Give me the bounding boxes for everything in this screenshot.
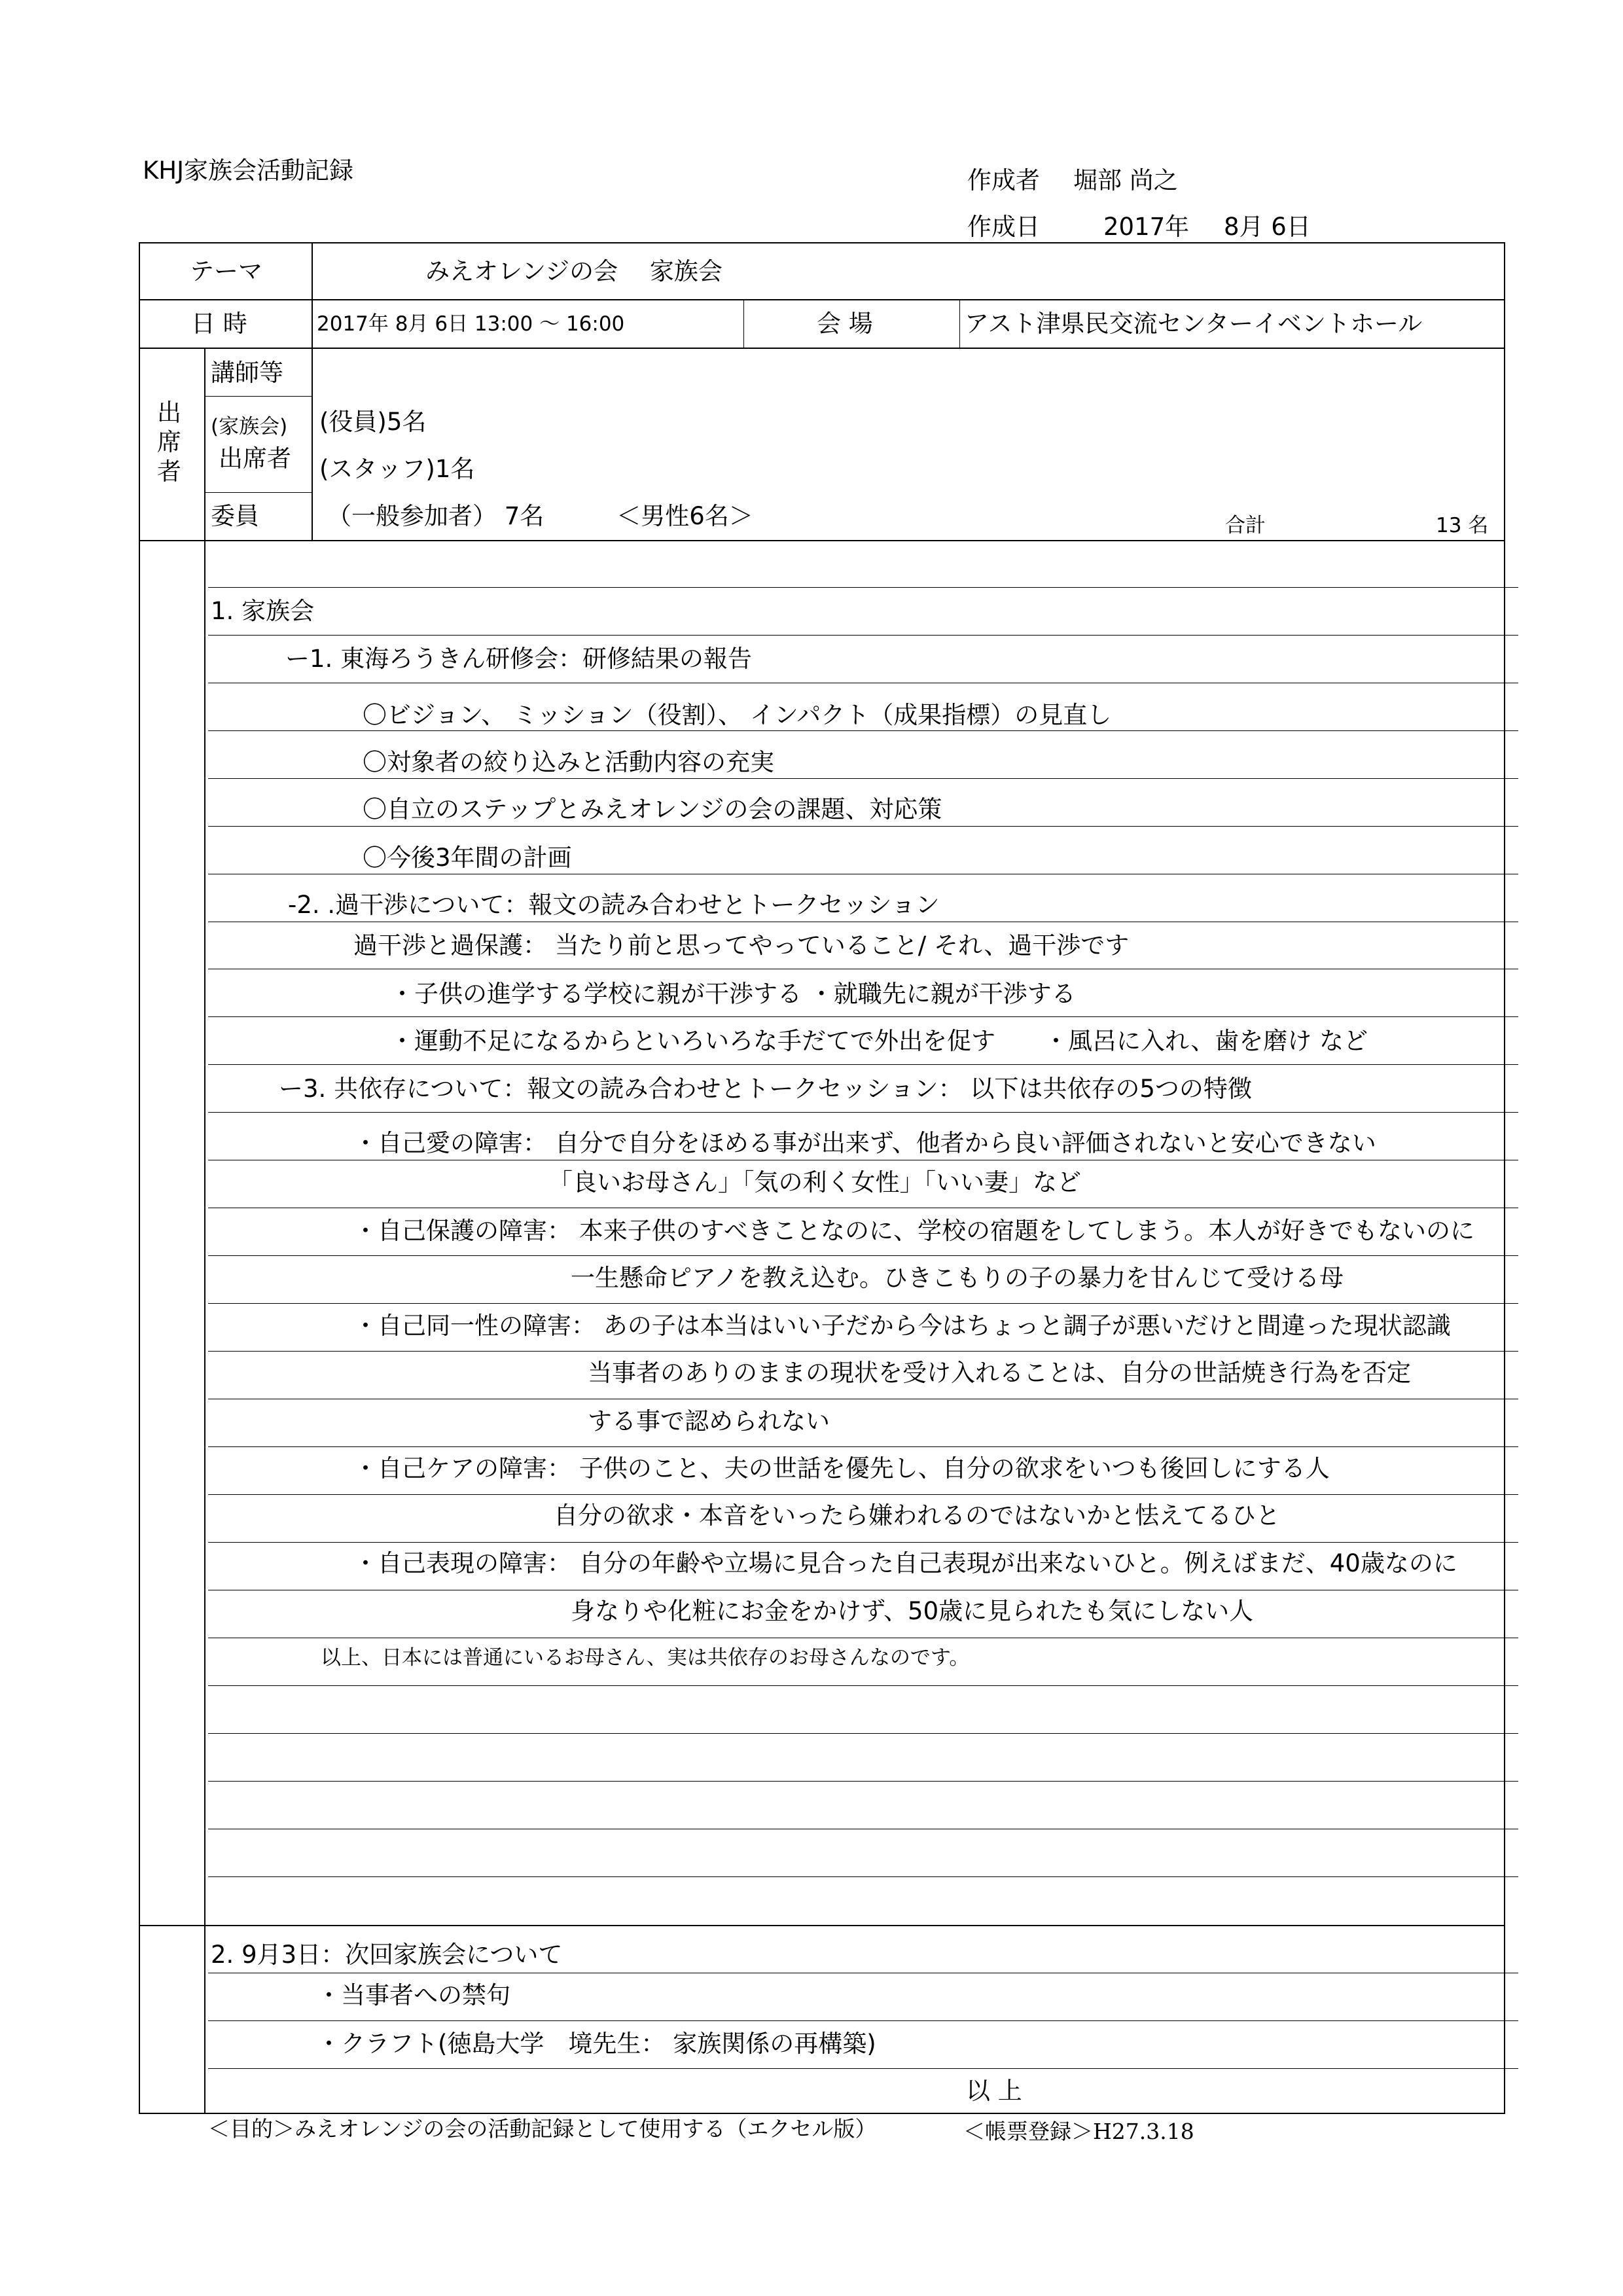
- content-line: 〇対象者の絞り込みと活動内容の充実: [363, 748, 774, 776]
- ruled-row-line: [208, 730, 1518, 731]
- officers-count: (役員)5名: [319, 408, 427, 436]
- ruled-row-line: [208, 1876, 1518, 1877]
- attendee-label-divider: [312, 348, 313, 540]
- datetime-value: 2017年 8月 6日 13:00 ～ 16:00: [317, 312, 625, 336]
- next-meeting-title: 2. 9月3日：次回家族会について: [211, 1941, 563, 1969]
- content-line: ー3. 共依存について：報文の読み合わせとトークセッション： 以下は共依存の5つの特徴: [279, 1075, 1252, 1103]
- attendees-section-label: [157, 398, 186, 486]
- content-line: 一生懸命ピアノを教え込む。ひきこもりの子の暴力を甘んじて受ける母: [571, 1264, 1344, 1292]
- content-line: 当事者のありのままの現状を受け入れることは、自分の世話焼き行為を否定: [588, 1359, 1411, 1387]
- attendees-label-char: 席: [157, 428, 181, 457]
- content-line: 〇今後3年間の計画: [363, 844, 572, 872]
- row-divider: [139, 540, 1505, 541]
- content-line: ・子供の進学する学校に親が干渉する ・就職先に親が干渉する: [390, 980, 1076, 1008]
- ruled-row-line: [208, 587, 1518, 588]
- content-line: -2. .過干渉について：報文の読み合わせとトークセッション: [288, 891, 940, 919]
- ruled-row-line: [208, 1351, 1518, 1352]
- frame-bottom-line: [139, 2113, 1505, 2114]
- content-line: する事で認められない: [588, 1407, 830, 1435]
- content-line: 過干渉と過保護： 当たり前と思ってやっていること/ それ、過干渉です: [353, 931, 1130, 960]
- content-line: ー1. 東海ろうきん研修会：研修結果の報告: [285, 645, 753, 673]
- ruled-row-line: [208, 1446, 1518, 1447]
- staff-count: (スタッフ)1名: [319, 455, 475, 483]
- ruled-row-line: [208, 1685, 1518, 1686]
- family-label: (家族会): [211, 415, 288, 439]
- content-line: ・自己ケアの障害： 子供のこと、夫の世話を優先し、自分の欲求をいつも後回しにする人: [353, 1454, 1330, 1482]
- ruled-row-line: [208, 2020, 1518, 2021]
- theme-value: みえオレンジの会 家族会: [425, 257, 722, 285]
- ruled-row-line: [208, 778, 1518, 779]
- next-meeting-item: ・クラフト(徳島大学 境先生： 家族関係の再構築): [317, 2030, 876, 2058]
- date-month-day: 8月 6日: [1224, 213, 1311, 241]
- document-title: KHJ家族会活動記録: [143, 156, 353, 185]
- general-participants: （一般参加者） 7名 ＜男性6名＞: [327, 502, 753, 530]
- content-line: 身なりや化粧にお金をかけず、50歳に見られたも気にしない人: [571, 1597, 1254, 1625]
- ruled-row-line: [208, 1064, 1518, 1065]
- content-line: ・自己保護の障害： 本来子供のすべきことなのに、学校の宿題をしてしまう。本人が好きでもないのに: [353, 1217, 1475, 1245]
- venue-value: アスト津県民交流センターイベントホール: [965, 310, 1423, 338]
- col-divider: [312, 242, 313, 348]
- date-label: 作成日: [967, 213, 1040, 241]
- ruled-row-line: [208, 635, 1518, 636]
- frame-left-line: [139, 242, 140, 2113]
- author-label: 作成者: [967, 166, 1040, 194]
- total-value: 13 名: [1436, 514, 1489, 537]
- purpose-note: ＜目的＞みえオレンジの会の活動記録として使用する（エクセル版）: [208, 2116, 877, 2142]
- frame-top-line: [139, 242, 1505, 243]
- ruled-row-line: [208, 1494, 1518, 1495]
- ruled-row-line: [208, 1542, 1518, 1543]
- content-line: ・運動不足になるからといろいろな手だてで外出を促す ・風呂に入れ、歯を磨け など: [390, 1027, 1368, 1055]
- closing-text: 以 上: [966, 2077, 1022, 2105]
- content-line: 以上、日本には普通にいるお母さん、実は共依存のお母さんなのです。: [321, 1646, 970, 1670]
- content-line: ・自己表現の障害： 自分の年齢や立場に見合った自己表現が出来ないひと。例えばまだ、40歳なのに: [353, 1549, 1457, 1577]
- registration-note: ＜帳票登録＞H27.3.18: [963, 2119, 1194, 2144]
- attendees-label-char: 者: [157, 457, 181, 486]
- row-divider: [139, 348, 1505, 349]
- ruled-row-line: [208, 1781, 1518, 1782]
- ruled-row-line: [208, 1016, 1518, 1017]
- venue-label: 会 場: [817, 310, 873, 338]
- ruled-row-line: [208, 1112, 1518, 1113]
- ruled-row-line: [208, 1303, 1518, 1304]
- total-label: 合計: [1225, 514, 1266, 537]
- next-meeting-item: ・当事者への禁句: [317, 1981, 510, 2009]
- content-line: 「良いお母さん」「気の利く女性」「いい妻」など: [548, 1168, 1081, 1196]
- author-name: 堀部 尚之: [1073, 166, 1178, 194]
- date-year: 2017年: [1103, 213, 1190, 241]
- attendees-label-char: 出: [157, 399, 181, 427]
- section-divider: [139, 1925, 1505, 1926]
- lecturer-label: 講師等: [211, 359, 283, 387]
- ruled-row-line: [208, 1255, 1518, 1256]
- ruled-row-line: [208, 2068, 1518, 2069]
- row-divider: [204, 396, 312, 397]
- left-margin-column-line: [204, 348, 205, 2113]
- attendee-label: 出席者: [219, 444, 291, 473]
- row-divider: [204, 492, 312, 493]
- ruled-row-line: [208, 826, 1518, 827]
- theme-label: テーマ: [190, 257, 262, 285]
- frame-right-line: [1504, 242, 1505, 2113]
- content-line: 1. 家族会: [211, 597, 315, 625]
- row-divider: [139, 299, 1505, 300]
- content-line: 〇ビジョン、 ミッション（役割）、 インパクト（成果指標）の見直し: [363, 701, 1112, 729]
- content-line: ・自己同一性の障害： あの子は本当はいい子だから今はちょっと調子が悪いだけと間違った現状認識: [353, 1312, 1451, 1340]
- ruled-row-line: [208, 1733, 1518, 1734]
- committee-label: 委員: [211, 502, 259, 530]
- content-line: 自分の欲求・本音をいったら嫌われるのではないかと怯えてるひと: [554, 1501, 1280, 1530]
- col-divider: [959, 299, 960, 348]
- content-line: 〇自立のステップとみえオレンジの会の課題、対応策: [363, 795, 942, 823]
- col-divider: [743, 299, 744, 348]
- datetime-label: 日 時: [191, 310, 247, 338]
- content-line: ・自己愛の障害： 自分で自分をほめる事が出来ず、他者から良い評価されないと安心できない: [353, 1129, 1376, 1157]
